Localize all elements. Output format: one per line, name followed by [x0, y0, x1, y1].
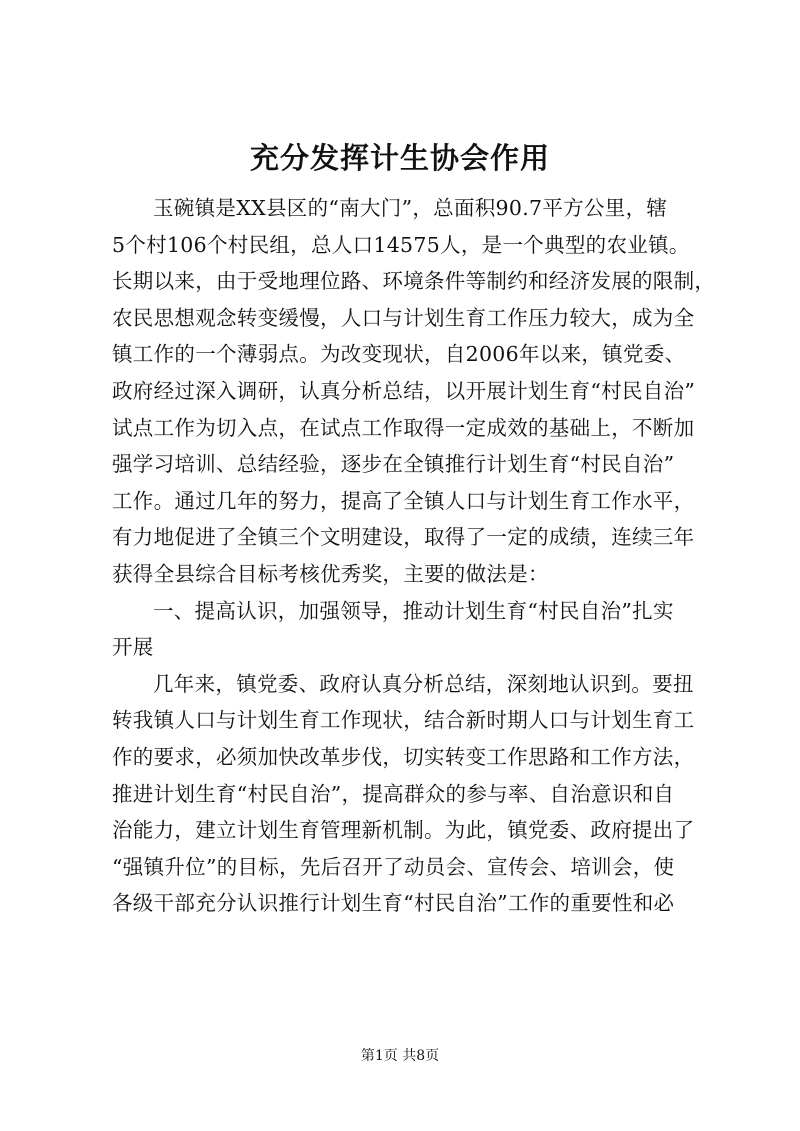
text-line: 获得全县综合目标考核优秀奖，主要的做法是： [112, 561, 549, 586]
text-line: 试点工作为切入点，在试点工作取得一定成效的基础上，不断加 [112, 415, 695, 440]
text-line: 转我镇人口与计划生育工作现状，结合新时期人口与计划生育工 [112, 708, 695, 733]
text-line: 工作。通过几年的努力，提高了全镇人口与计划生育工作水平， [112, 488, 695, 513]
text-line: 镇工作的一个薄弱点。为改变现状，自2006年以来，镇党委、 [112, 342, 686, 367]
section-heading-continued: 开展 [112, 635, 154, 660]
text-line: 5个村106个村民组，总人口14575人，是一个典型的农业镇。 [112, 232, 690, 257]
text-line: 几年来，镇党委、政府认真分析总结，深刻地认识到。要扭 [153, 671, 694, 696]
text-line: 长期以来，由于受地理位路、环境条件等制约和经济发展的限制， [112, 269, 716, 294]
section-heading: 一、提高认识，加强领导，推动计划生育“村民自治”扎实 [153, 598, 674, 623]
text-line: 农民思想观念转变缓慢，人口与计划生育工作压力较大，成为全 [112, 305, 695, 330]
document-title: 充分发挥计生协会作用 [249, 141, 550, 175]
text-line: 作的要求，必须加快改革步伐，切实转变工作思路和工作方法， [112, 744, 695, 769]
text-line: 有力地促进了全镇三个文明建设，取得了一定的成绩，连续三年 [112, 525, 695, 550]
text-line: 推进计划生育“村民自治”，提高群众的参与率、自治意识和自 [112, 781, 675, 806]
text-line: 玉碗镇是XX县区的“南大门”，总面积90.7平方公里，辖 [153, 196, 668, 220]
text-line: “强镇升位”的目标，先后召开了动员会、宣传会、培训会，使 [112, 854, 675, 879]
text-line: 各级干部充分认识推行计划生育“村民自治”工作的重要性和必 [112, 891, 675, 916]
text-line: 强学习培训、总结经验，逐步在全镇推行计划生育“村民自治” [112, 452, 675, 477]
page-number: 第1页 共8页 [360, 1048, 440, 1064]
document-body [112, 190, 716, 922]
text-line: 政府经过深入调研，认真分析总结，以开展计划生育“村民自治” [112, 378, 696, 403]
text-line: 治能力，建立计划生育管理新机制。为此，镇党委、政府提出了 [112, 818, 695, 843]
